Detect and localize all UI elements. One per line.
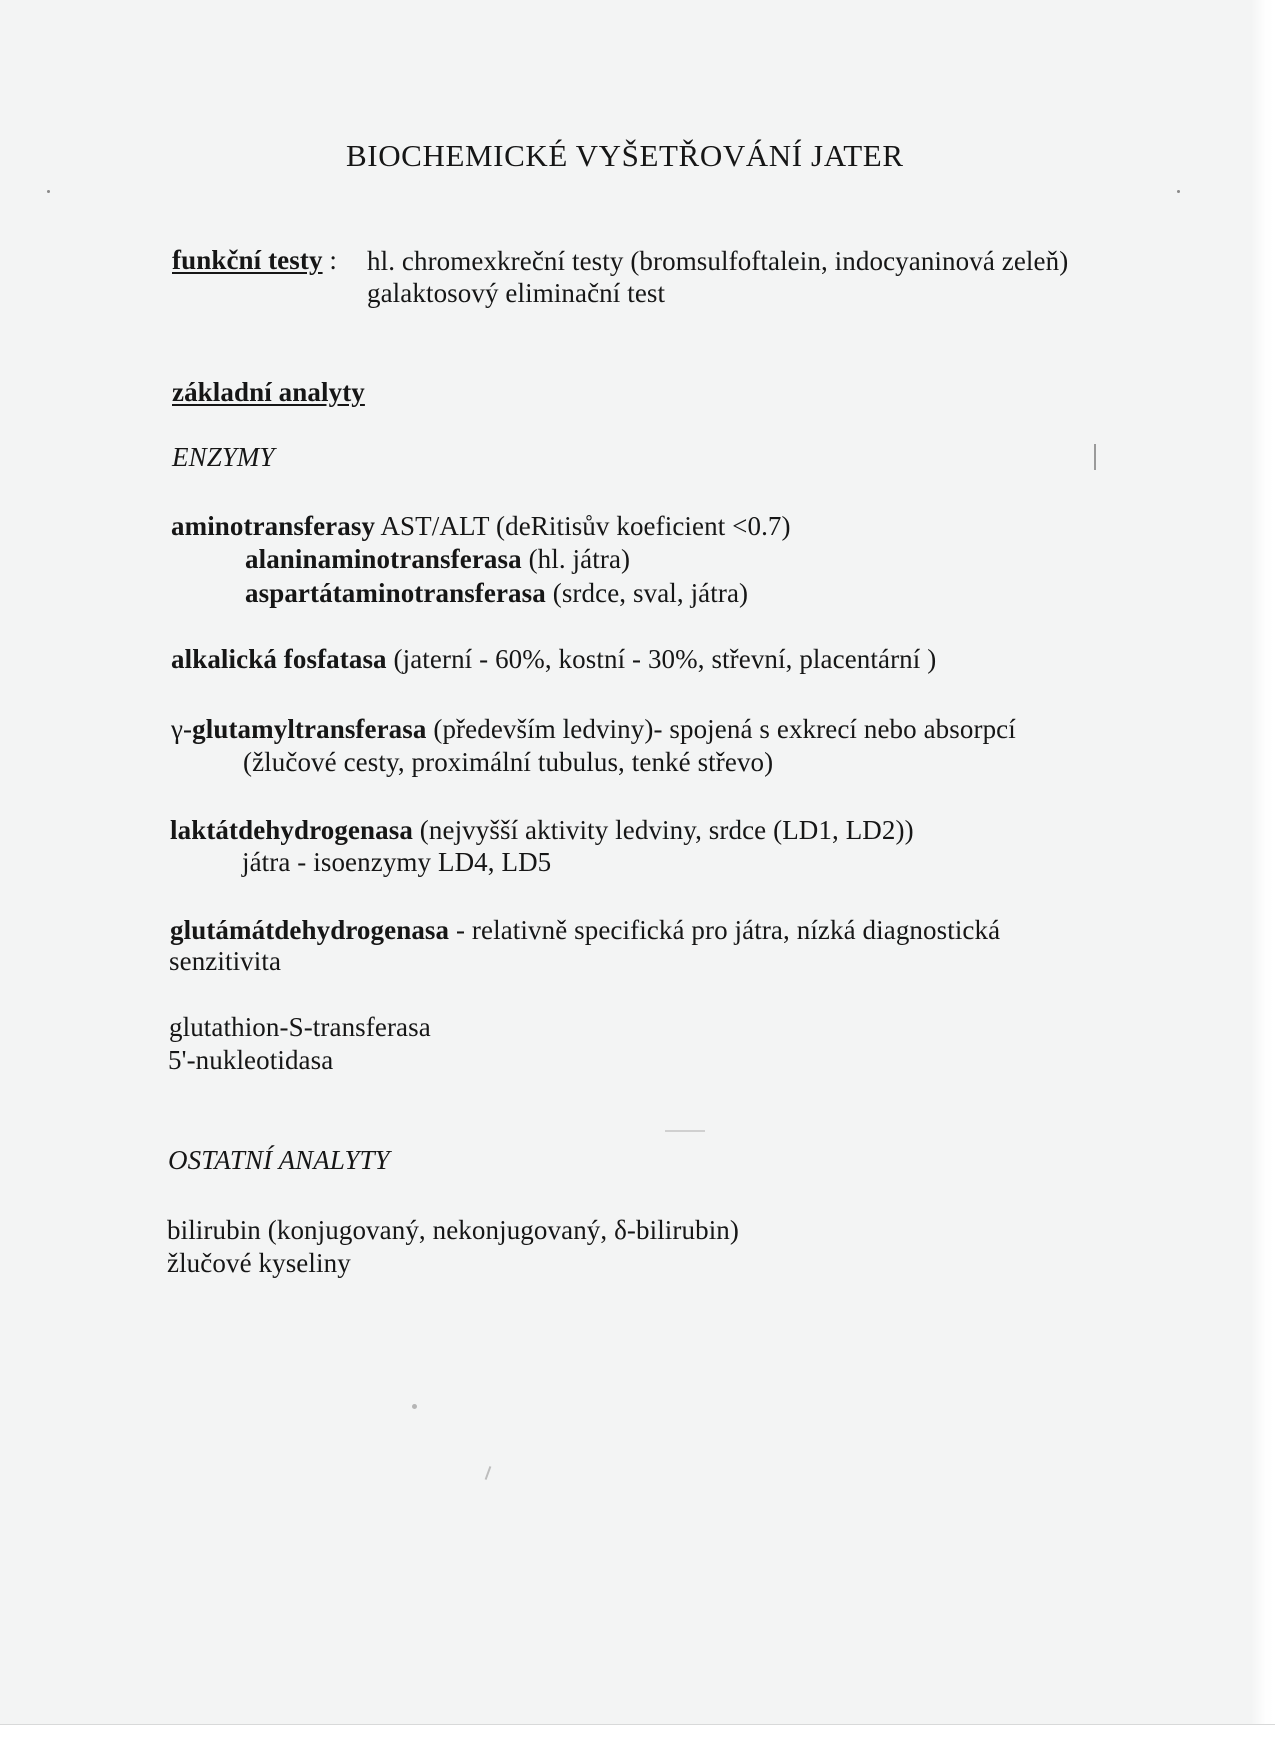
ld-term: laktátdehydrogenasa — [170, 815, 413, 845]
scan-speck — [47, 190, 50, 193]
scan-speck — [412, 1404, 417, 1409]
alp-term: alkalická fosfatasa — [171, 644, 387, 674]
ggt-term: glutamyltransferasa — [192, 714, 427, 744]
ggt-line-2: (žlučové cesty, proximální tubulus, tenké střevo) — [243, 747, 774, 777]
ggt-row — [171, 713, 1016, 745]
alt-row — [245, 543, 630, 575]
scan-speck — [665, 1130, 705, 1132]
scan-edge-right — [1251, 0, 1275, 1739]
gldh-term: glutámátdehydrogenasa — [170, 915, 450, 945]
ld-line-2: játra - isoenzymy LD4, LD5 — [242, 847, 552, 877]
functional-tests-row — [172, 244, 337, 276]
ggt-prefix: γ- — [171, 714, 193, 744]
gldh-row — [170, 914, 1000, 946]
ast-text: (srdce, sval, játra) — [545, 578, 749, 608]
scan-speck — [1177, 190, 1180, 193]
functional-tests-line-2: galaktosový eliminační test — [367, 278, 666, 308]
nucleotidase-item: 5'-nukleotidasa — [168, 1045, 334, 1075]
aminotransferases-term: aminotransferasy — [171, 511, 376, 541]
gldh-line-2: senzitivita — [169, 946, 282, 976]
basic-analytes-heading: základní analyty — [172, 377, 365, 407]
ggt-text: (především ledviny)- spojená s exkrecí nebo absorpcí — [426, 714, 1016, 744]
ld-text: (nejvyšší aktivity ledviny, srdce (LD1, LD2)) — [412, 815, 914, 845]
gst-item: glutathion-S-transferasa — [169, 1012, 431, 1042]
alp-text: (jaterní - 60%, kostní - 30%, střevní, placentární ) — [386, 644, 937, 674]
aminotransferases-row — [171, 510, 791, 542]
alt-text: (hl. játra) — [521, 544, 631, 574]
scan-edge-bottom — [0, 1724, 1275, 1739]
bile-acids-item: žlučové kyseliny — [167, 1248, 351, 1278]
scan-speck — [485, 1466, 492, 1480]
gldh-text: - relativně specifická pro játra, nízká diagnostická — [449, 915, 1001, 945]
enzymes-heading: ENZYMY — [172, 442, 275, 472]
alp-row — [171, 643, 936, 675]
functional-tests-line-1: hl. chromexkreční testy (bromsulfoftalein, indocyaninová zeleň) — [367, 246, 1069, 276]
functional-tests-separator: : — [322, 245, 338, 275]
ld-row — [170, 814, 914, 846]
bilirubin-item: bilirubin (konjugovaný, nekonjugovaný, δ-bilirubin) — [167, 1215, 739, 1245]
ast-term: aspartátaminotransferasa — [245, 578, 546, 608]
page-title: BIOCHEMICKÉ VYŠETŘOVÁNÍ JATER — [346, 138, 904, 173]
other-analytes-heading: OSTATNÍ ANALYTY — [168, 1145, 390, 1175]
aminotransferases-text: AST/ALT (deRitisův koeficient <0.7) — [375, 511, 791, 541]
ast-row — [245, 577, 748, 609]
alt-term: alaninaminotransferasa — [245, 544, 522, 574]
scan-mark — [1094, 444, 1096, 470]
functional-tests-label: funkční testy — [172, 245, 323, 275]
